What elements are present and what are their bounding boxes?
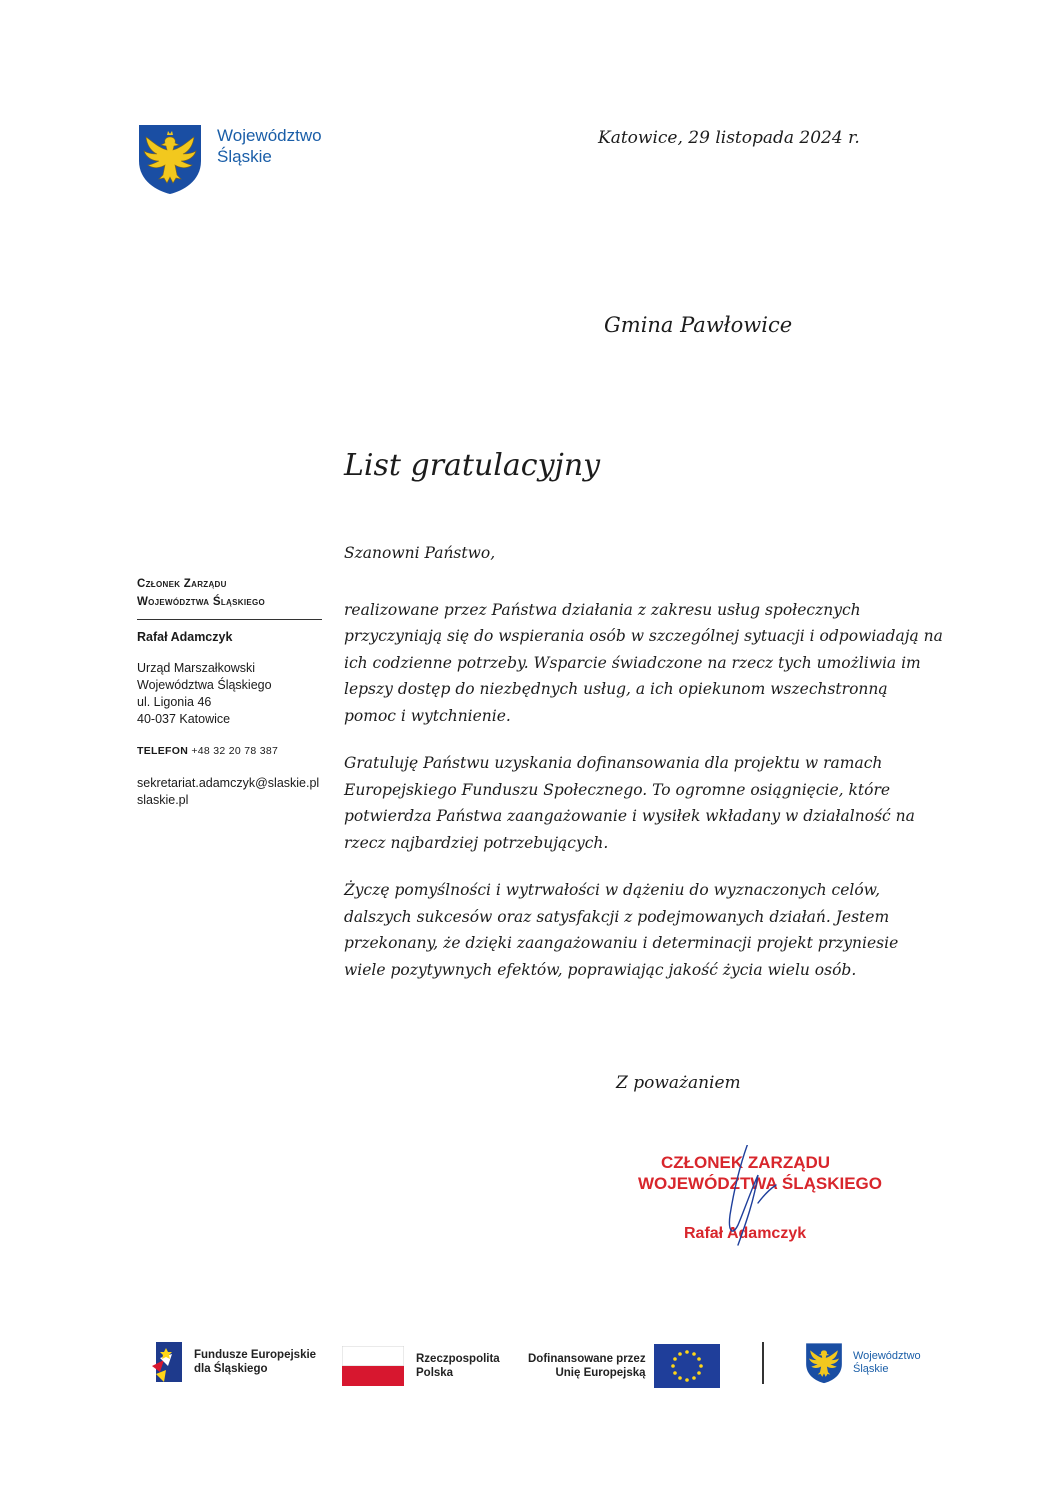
footer-separator [762,1342,764,1384]
eu-text [528,1352,646,1380]
stamp-line-1: CZŁONEK ZARZĄDU [661,1153,831,1172]
letter-body [344,540,944,1004]
rp-line-1: Rzeczpospolita [416,1353,500,1365]
fe-text [194,1348,316,1376]
divider [137,619,322,620]
rp-line-2: Polska [416,1367,454,1379]
ws-logo [805,1342,921,1384]
website-link[interactable]: slaskie.pl [137,793,189,807]
brand-line-2: Śląskie [217,147,272,166]
polish-flag-icon [342,1346,404,1386]
closing: Z poważaniem [616,1073,741,1093]
rp-logo [342,1346,500,1386]
sender-phone [137,743,327,760]
address-line: ul. Ligonia 46 [137,695,212,709]
eu-line-1: Dofinansowane przez [528,1353,646,1365]
sender-sidebar [137,575,327,809]
header-logo [137,123,322,195]
eu-flag-icon [654,1344,720,1388]
body-paragraph-2: Gratuluję Państwu uzyskania dofinansowania dla projektu w ramach Europejskiego Funduszu Społecznego. To ogromne osiągnięcie, które potwierdza Państwa zaangażowanie i wysiłek wkładany w działalność na rzecz najbardziej potrzebujących. [344,754,915,852]
brand-name [217,125,322,167]
sender-address [137,660,327,728]
address-line: Urząd Marszałkowski [137,661,256,675]
phone-label: TELEFON [137,745,189,757]
sender-role [137,575,327,611]
silesia-coat-of-arms-icon [805,1342,843,1384]
ws-line-1: Województwo [853,1350,921,1362]
sender-name: Rafał Adamczyk [137,630,233,644]
european-funds-icon [150,1340,186,1384]
greeting: Szanowni Państwo, [344,544,496,562]
recipient: Gmina Pawłowice [604,313,793,337]
stamp-line-3: Rafał Adamczyk [684,1225,807,1242]
document-title: List gratulacyjny [344,448,601,483]
silesia-coat-of-arms-icon [137,123,203,195]
stamp-line-2: WOJEWÓDZTWA ŚLĄSKIEGO [638,1174,882,1193]
fe-line-2: dla Śląskiego [194,1363,268,1375]
sender-role-line-1: Członek Zarządu [137,578,227,590]
body-paragraph-3: Życzę pomyślności i wytrwałości w dążeniu do wyznaczonych celów, dalszych sukcesów oraz satysfakcji z podejmowanych działań. Jestem przekonany, że dzięki zaangażowaniu i determinacji projekt przyniesie wiele pozytywnych efektów, poprawiając jakość życia wielu osób. [344,881,899,979]
footer-logos [150,1338,940,1394]
letter-date: Katowice, 29 listopada 2024 r. [598,128,860,148]
sender-role-line-2: Województwa Śląskiego [137,596,266,608]
eu-logo [528,1344,720,1388]
address-line: Województwa Śląskiego [137,678,272,692]
eu-line-2: Unię Europejską [555,1367,646,1379]
rp-text [416,1352,500,1380]
body-paragraph-1: realizowane przez Państwa działania z zakresu usług społecznych przyczyniają się do wspierania osób w szczególnej sytuacji i odpowiadają na ich codzienne potrzeby. Wsparcie świadczone na rzecz tych umożliwia im lepszy dostęp do niezbędnych usług, a ich opiekunom wszechstronną pomoc i wytchnienie. [344,600,943,725]
ws-text [853,1350,921,1376]
ws-line-2: Śląskie [853,1363,889,1375]
email-link[interactable]: sekretariat.adamczyk@slaskie.pl [137,776,320,790]
sender-contact [137,775,327,809]
fe-logo [150,1340,316,1384]
signature-icon [608,1145,878,1255]
phone-number: +48 32 20 78 387 [191,745,279,757]
fe-line-1: Fundusze Europejskie [194,1349,317,1361]
address-line: 40-037 Katowice [137,712,231,726]
brand-line-1: Województwo [217,126,322,145]
official-stamp [608,1145,882,1255]
